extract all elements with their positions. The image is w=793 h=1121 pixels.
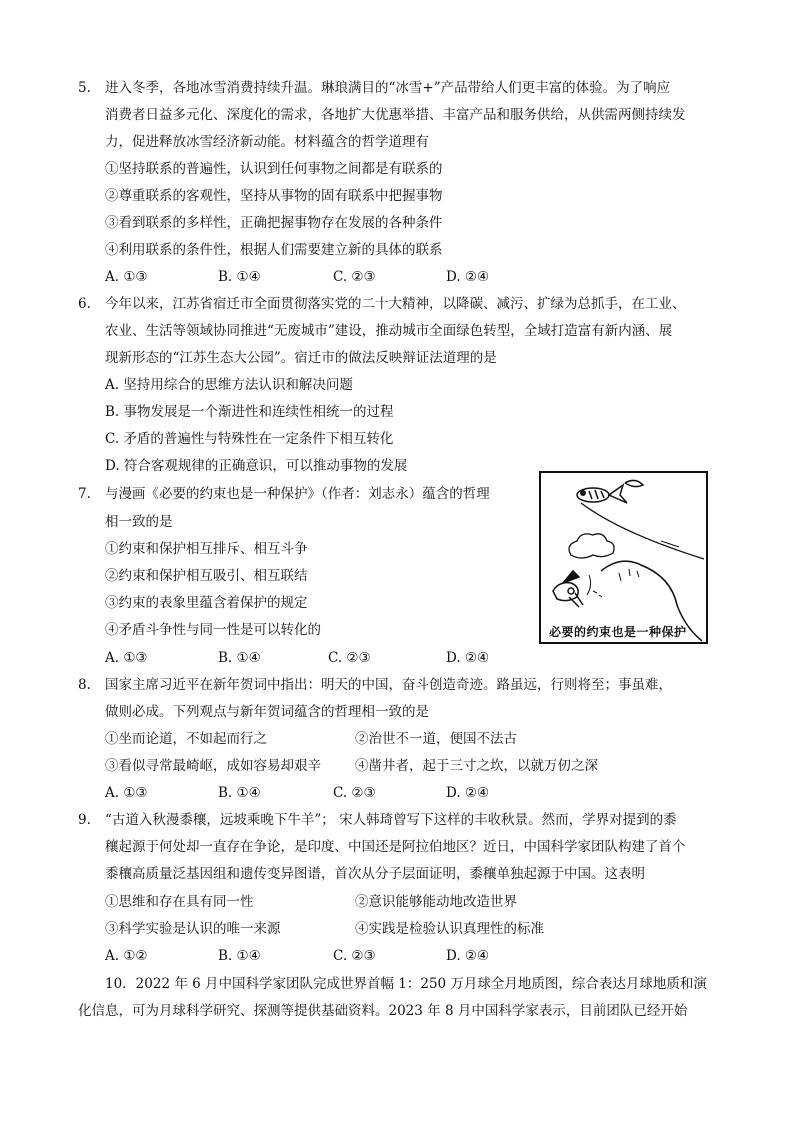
q8-item-3: ③看似寻常最崎岖，成如容易却艰辛 xyxy=(105,758,321,774)
q5-choice-b: B. ①④ xyxy=(218,269,261,285)
q7-item-4: ④矛盾斗争性与同一性是可以转化的 xyxy=(105,622,321,638)
q5-item-2: ②尊重联系的客观性，坚持从事物的固有联系中把握事物 xyxy=(105,188,443,204)
q9-item-3: ③科学实验是认识的唯一来源 xyxy=(105,921,281,937)
q10-stem-line-1: 10．2022 年 6 月中国科学家团队完成世界首幅 1：250 万月球全月地质图，综合表达月球地质和演 xyxy=(105,976,707,992)
q8-choice-d: D. ②④ xyxy=(446,785,490,801)
q8-item-1: ①坐而论道，不如起而行之 xyxy=(105,731,267,747)
q8-stem-line-2: 做则必成。下列观点与新年贺词蕴含的哲理相一致的是 xyxy=(105,704,429,720)
q7-stem-line-2: 相一致的是 xyxy=(105,514,173,530)
q8-item-2: ②治世不一道，便国不法古 xyxy=(355,731,517,747)
q9-stem-line-2: 穰起源于何处却一直存在争论，是印度、中国还是阿拉伯地区？近日，中国科学家团队构建了首个 xyxy=(105,839,686,855)
q5-item-1: ①坚持联系的普遍性，认识到任何事物之间都是有联系的 xyxy=(105,161,443,177)
q6-option-d: D. 符合客观规律的正确意识，可以推动事物的发展 xyxy=(105,458,408,474)
q7-number: 7. xyxy=(78,486,91,502)
q6-option-b: B. 事物发展是一个渐进性和连续性相统一的过程 xyxy=(105,404,394,420)
q7-choice-b: B. ①④ xyxy=(218,650,261,666)
q7-item-2: ②约束和保护相互吸引、相互联结 xyxy=(105,568,308,584)
q7-choice-c: C. ②③ xyxy=(328,650,371,666)
q6-number: 6. xyxy=(78,296,91,312)
q5-stem-line-3: 力，促进释放冰雪经济新动能。材料蕴含的哲学道理有 xyxy=(105,134,429,150)
q5-item-3: ③看到联系的多样性，正确把握事物存在发展的各种条件 xyxy=(105,215,443,231)
fallen-kite-icon xyxy=(553,571,583,607)
q9-item-2: ②意识能够能动地改造世界 xyxy=(355,894,517,910)
q9-choice-c: C. ②③ xyxy=(333,948,376,964)
cloud-icon xyxy=(569,534,614,558)
q9-stem-line-1: “古道入秋漫黍穰，远坡乘晚下牛羊”； 宋人韩琦曾写下这样的丰收秋景。然而，学界对提到的黍 xyxy=(105,812,677,828)
q6-option-c: C. 矛盾的普遍性与特殊性在一定条件下相互转化 xyxy=(105,431,394,447)
q7-item-1: ①约束和保护相互排斥、相互斗争 xyxy=(105,541,308,557)
q9-choice-d: D. ②④ xyxy=(446,948,490,964)
q8-choice-c: C. ②③ xyxy=(333,785,376,801)
q8-choice-b: B. ①④ xyxy=(218,785,261,801)
q7-stem-line-1: 与漫画《必要的约束也是一种保护》（作者：刘志永）蕴含的哲理 xyxy=(105,486,490,502)
q6-stem-line-2: 农业、生活等领域协同推进“无废城市”建设，推动城市全面绿色转型，全域打造富有新内涵、展 xyxy=(105,323,673,339)
q9-stem-line-3: 黍穰高质量泛基因组和遗传变异图谱，首次从分子层面证明，黍穰单独起源于中国。这表明 xyxy=(105,866,645,882)
q7-choice-d: D. ②④ xyxy=(446,650,490,666)
q5-choice-d: D. ②④ xyxy=(446,269,490,285)
q5-stem-line-1: 进入冬季，各地冰雪消费持续升温。琳琅满目的“冰雪+”产品带给人们更丰富的体验。为了响应 xyxy=(105,80,671,96)
q5-stem-line-2: 消费者日益多元化、深度化的需求，各地扩大优惠举措、丰富产品和服务供给，从供需两侧持续发 xyxy=(105,107,686,123)
q10-stem-line-2: 化信息，可为月球科学研究、探测等提供基础资料。2023 年 8 月中国科学家表示，目前团队已经开始 xyxy=(78,1003,688,1019)
q9-item-4: ④实践是检验认识真理性的标准 xyxy=(355,921,544,937)
q9-item-1: ①思维和存在具有同一性 xyxy=(105,894,254,910)
q5-choice-a: A. ①③ xyxy=(105,269,148,285)
kite-icon xyxy=(577,480,643,503)
q8-number: 8. xyxy=(78,677,91,693)
q9-choice-a: A. ①② xyxy=(105,948,148,964)
q5-number: 5. xyxy=(78,80,91,96)
q7-item-3: ③约束的表象里蕴含着保护的规定 xyxy=(105,595,308,611)
q8-choice-a: A. ①③ xyxy=(105,785,148,801)
cartoon-caption: 必要的约束也是一种保护 xyxy=(549,625,687,639)
q9-number: 9. xyxy=(78,812,91,828)
q8-stem-line-1: 国家主席习近平在新年贺词中指出：明天的中国，奋斗创造奇迹。路虽远，行则将至；事虽难， xyxy=(105,677,672,693)
cartoon-image xyxy=(539,471,708,644)
q5-item-4: ④利用联系的条件性，根据人们需要建立新的具体的联系 xyxy=(105,242,443,258)
q5-choice-c: C. ②③ xyxy=(333,269,376,285)
q6-option-a: A. 坚持用综合的思维方法认识和解决问题 xyxy=(105,377,353,393)
q7-choice-a: A. ①③ xyxy=(105,650,148,666)
cartoon-drawing xyxy=(541,473,706,642)
q9-choice-b: B. ①④ xyxy=(218,948,261,964)
q8-item-4: ④凿井者，起于三寸之坎，以就万仞之深 xyxy=(355,758,598,774)
q6-stem-line-3: 现新形态的“江苏生态大公园”。宿迁市的做法反映辩证法道理的是 xyxy=(105,350,497,366)
q6-stem-line-1: 今年以来，江苏省宿迁市全面贯彻落实党的二十大精神，以降碳、减污、扩绿为总抓手，在工业、 xyxy=(105,296,686,312)
